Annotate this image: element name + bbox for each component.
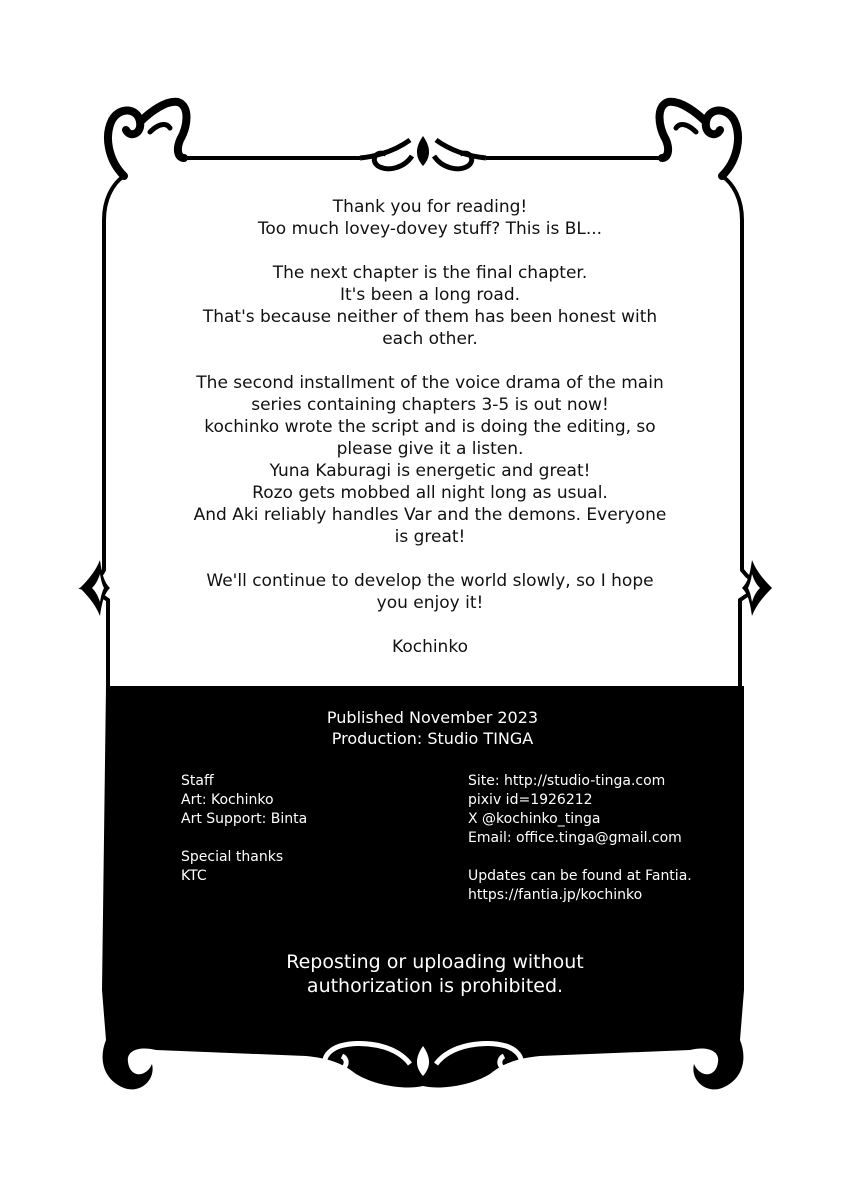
top-center-drop [417, 136, 429, 166]
pixiv-id: pixiv id=1926212 [468, 792, 593, 808]
message-line: Yuna Kaburagi is energetic and great! [269, 461, 591, 481]
notice-line: authorization is prohibited. [306, 975, 564, 997]
staff-art: Art: Kochinko [181, 792, 274, 808]
top-left-corner [108, 102, 187, 176]
signature-line: Kochinko [392, 637, 468, 657]
fantia-link[interactable]: https://fantia.jp/kochinko [468, 887, 643, 903]
message-paragraph [110, 262, 750, 350]
special-thanks-heading: Special thanks [181, 849, 284, 865]
author-signature [110, 636, 750, 658]
contact-column [468, 772, 748, 924]
message-line: is great! [394, 527, 466, 547]
email-link[interactable]: Email: office.tinga@gmail.com [468, 830, 682, 846]
message-paragraph [110, 570, 750, 614]
message-line: The second installment of the voice drama of the main [196, 373, 664, 393]
updates-block [468, 867, 748, 905]
message-line: Thank you for reading! [332, 197, 528, 217]
message-paragraph [110, 196, 750, 240]
message-line: Too much lovey-dovey stuff? This is BL... [257, 219, 603, 239]
message-line: you enjoy it! [376, 593, 484, 613]
production-credit: Production: Studio TINGA [331, 729, 534, 748]
x-handle: X @kochinko_tinga [468, 811, 601, 827]
notice-line: Reposting or uploading without [286, 951, 584, 973]
publication-info [110, 707, 755, 749]
message-paragraph [110, 372, 750, 548]
message-line: That's because neither of them has been honest with [202, 307, 658, 327]
message-line: Rozo gets mobbed all night long as usual. [252, 483, 608, 503]
updates-text: Updates can be found at Fantia. [468, 868, 692, 884]
author-message [110, 196, 750, 680]
message-line: And Aki reliably handles Var and the demons. Everyone [193, 505, 667, 525]
staff-heading: Staff [181, 773, 214, 789]
message-line: The next chapter is the final chapter. [272, 263, 588, 283]
message-line: kochinko wrote the script and is doing the editing, so [204, 417, 656, 437]
published-date: Published November 2023 [326, 708, 539, 727]
message-line: It's been a long road. [339, 285, 521, 305]
top-right-corner [660, 102, 739, 176]
message-line: each other. [382, 329, 478, 349]
site-link[interactable]: Site: http://studio-tinga.com [468, 773, 666, 789]
message-line: please give it a listen. [336, 439, 524, 459]
top-right-corner-curl [676, 125, 696, 132]
staff-art-support: Art Support: Binta [181, 811, 308, 827]
staff-block [181, 772, 421, 829]
copyright-notice [110, 950, 760, 998]
special-thanks-name: KTC [181, 868, 207, 884]
contact-block [468, 772, 748, 848]
message-line: We'll continue to develop the world slowly, so I hope [206, 571, 654, 591]
special-thanks-block [181, 848, 421, 886]
credits-column [181, 772, 421, 905]
top-left-corner-curl [150, 125, 170, 132]
message-line: series containing chapters 3-5 is out now! [251, 395, 609, 415]
